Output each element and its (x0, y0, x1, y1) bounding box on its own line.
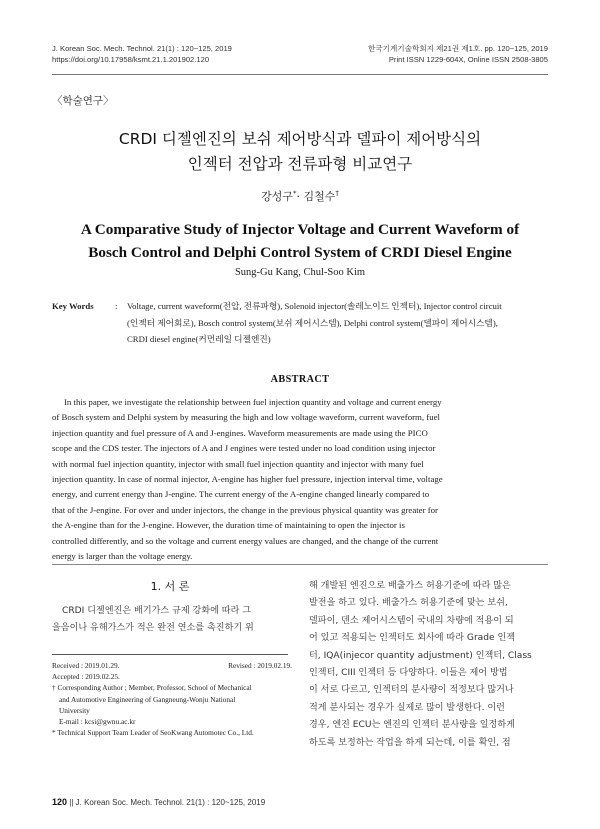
abstract-line: In this paper, we investigate the relationship between fuel injection quantity and voltage and current energy (64, 397, 442, 407)
abstract-line: injection quantity and fuel pressure of A and J-engines. Waveform measurements are made using the PICO (52, 427, 428, 438)
abstract-line: that of the J-engine. For over and under injectors, the change in the previous physical quantity was greater for (52, 504, 438, 515)
revised-date: Revised : 2019.02.19. (228, 661, 292, 670)
abstract-divider (52, 564, 548, 565)
abstract-heading: ABSTRACT (270, 374, 330, 385)
abstract-line: injection quantity. In case of normal injector, A-engine has higher fuel pressure, injection interval time, voltage (52, 474, 443, 485)
section-heading: 1. 서 론 (150, 580, 190, 593)
corresponding-author-cont: University (59, 705, 90, 715)
page-number: 120 (52, 797, 68, 807)
email-address[interactable]: E-mail : kcsi@gwnu.ac.kr (59, 717, 136, 727)
doi-link[interactable]: https://doi.org/10.17958/ksmt.21.1.201902.120 (52, 54, 210, 64)
body-line: 적게 분사되는 경우가 실제로 많이 발생한다. 이런 (309, 702, 505, 713)
english-authors: Sung-Gu Kang, Chul-Soo Kim (234, 267, 366, 278)
korean-title-line: 인젝터 전압과 전류파형 비교연구 (187, 155, 413, 173)
body-line: 이 서로 다르고, 인젝터의 분사량이 적정보다 많거나 (309, 685, 514, 696)
body-line: CRDI 디젤엔진은 배기가스 규제 강화에 따라 그 (62, 606, 252, 616)
abstract-body (52, 395, 548, 564)
member-note: * Technical Support Team Leader of SeoKwang Automotec Co., Ltd. (52, 728, 254, 738)
keywords-line: (인젝터 제어회로), Bosch control system(보쉬 제어시스템), Delphi control system(델파이 제어시스템), (127, 317, 498, 328)
abstract-line: energy is larger than the voltage energy. (52, 551, 193, 562)
footnotes (52, 660, 292, 738)
english-title-line: Bosch Control and Delphi Control System of CRDI Diesel Engine (88, 244, 512, 261)
author-name: 강성구 (261, 190, 293, 203)
body-line: 델파이, 덴소 제어시스템이 국내의 차량에 적용이 되 (309, 615, 514, 626)
korean-title-line: CRDI 디젤엔진의 보쉬 제어방식과 델파이 제어방식의 (118, 130, 482, 148)
footer-citation: J. Korean Soc. Mech. Technol. 21(1) : 120~125, 2019 (75, 798, 266, 807)
abstract-line: energy, and current energy than J-engine. The current energy of the A-engine changed linearly compared to (52, 489, 430, 500)
body-line: 어 있고 적용되는 인젝터도 회사에 따라 Grade 인젝 (309, 633, 516, 644)
received-date: Received : 2019.01.29. (52, 661, 120, 670)
keywords-line: Voltage, current waveform(전압, 전류파형), Solenoid injector(솔레노이드 인젝터), Injector control circuit (127, 301, 502, 311)
issn-info: Print ISSN 1229-604X, Online ISSN 2508-3805 (388, 54, 548, 64)
abstract-line: the A-engine than for the J-engine. However, the duration time of maintaining to open the injector is (52, 520, 405, 531)
body-line: 발전을 하고 있다. 배출가스 허용기준에 맞는 보쉬, (309, 598, 508, 609)
header-divider (52, 74, 548, 75)
english-title (52, 218, 548, 264)
body-column-right (309, 578, 548, 752)
body-column-left (52, 603, 288, 638)
korean-authors (52, 188, 548, 204)
body-line: 경우, 엔진 ECU는 엔진의 인젝터 분사량을 일정하게 (309, 720, 515, 731)
accepted-date: Accepted : 2019.02.25. (52, 672, 120, 682)
abstract-line: with normal fuel injection quantity, injector with small fuel injection quantity and injector with many fuel (52, 458, 424, 469)
journal-citation-korean: 한국기계기술학회지 제21권 제1호. pp. 120~125, 2019 (367, 44, 548, 53)
keywords-label: Key Words (52, 301, 94, 311)
body-line: 해 개발된 엔진으로 배출가스 허용기준에 따라 많은 (309, 581, 511, 591)
corresponding-author: † Corresponding Author ; Member, Professor, School of Mechanical (52, 683, 252, 693)
body-line: 을음이나 유해가스가 적은 완전 연소를 촉진하기 위 (52, 623, 254, 634)
body-line: 인젝터, CIII 인젝터 등 다양하다. 이들은 제어 방법 (309, 668, 508, 679)
body-line: 터, IQA(injecor quantity adjustment) 인젝터, Class (309, 650, 532, 661)
keywords-block (52, 298, 548, 348)
corresponding-author-cont: and Automotive Engineering of Gangneung-Wonju National (59, 694, 236, 704)
abstract-line: controlled differently, and so the voltage and current energy values are changed, and the change of the current (52, 535, 439, 546)
author-name: · 김철수 (296, 190, 336, 203)
footnote-divider (52, 654, 288, 655)
abstract-line: scope and the CDS tester. The injectors of A and J engines were tested under no load condition using injector (52, 443, 436, 454)
korean-title (52, 127, 548, 177)
abstract-line: of Bosch system and Delphi system by measuring the high and low voltage waveform, current waveform, fuel (52, 412, 440, 423)
dates-row (52, 660, 292, 671)
body-line: 하도록 보정하는 작업을 하게 되는데, 이를 확인, 점 (309, 737, 511, 748)
keywords-separator: : (115, 301, 118, 311)
page-footer (52, 797, 265, 807)
english-title-line: A Comparative Study of Injector Voltage and Current Waveform of (80, 221, 520, 238)
footer-separator: || (67, 798, 76, 807)
running-header (52, 44, 548, 65)
author-mark: * (293, 189, 297, 198)
keywords-line: CRDI diesel engine(커먼레일 디젤엔진) (127, 334, 271, 344)
article-category: 〈학술연구〉 (52, 95, 114, 107)
corresponding-mark: † (335, 189, 339, 198)
journal-citation: J. Korean Soc. Mech. Technol. 21(1) : 120~125, 2019 (52, 44, 232, 53)
